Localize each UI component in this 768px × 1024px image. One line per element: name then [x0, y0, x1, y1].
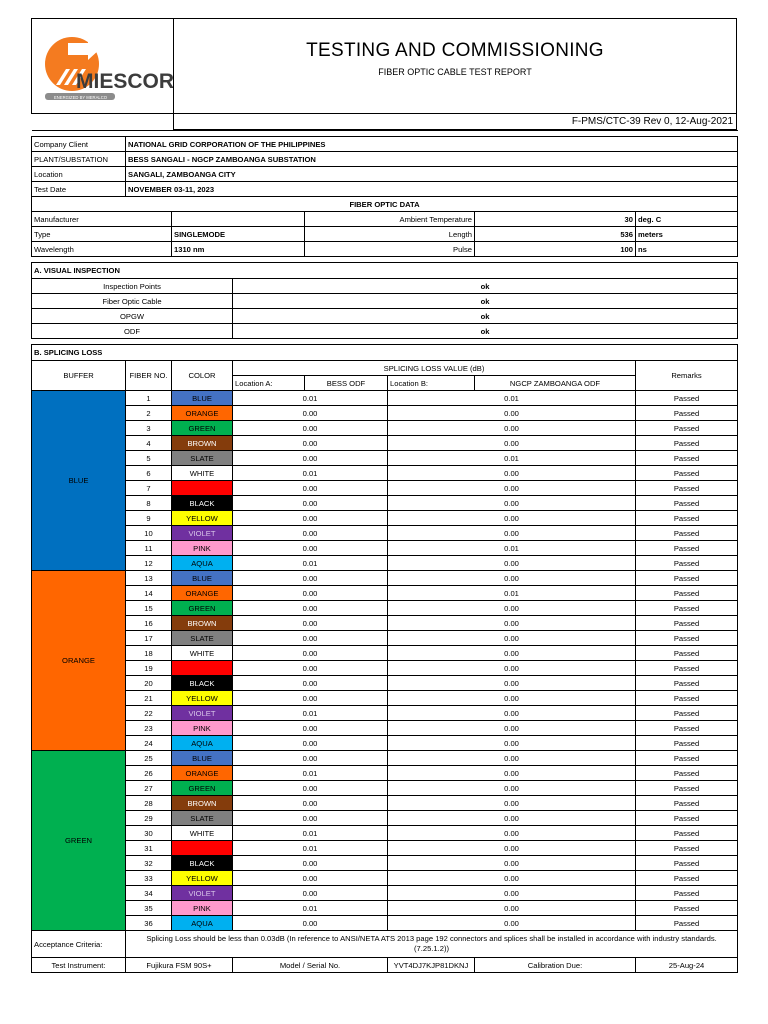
fiber-number-cell: 27	[126, 781, 172, 796]
fiber-row-type	[32, 227, 738, 242]
fiber-data-title: FIBER OPTIC DATA	[32, 197, 738, 212]
splicing-loss-a-cell: 0.01	[233, 826, 388, 841]
fiber-number-cell: 30	[126, 826, 172, 841]
fiber-number-cell: 18	[126, 646, 172, 661]
fiber-color-cell: PINK	[172, 541, 233, 556]
splicing-loss-a-cell: 0.00	[233, 526, 388, 541]
visual-inspection-title-row	[32, 263, 738, 279]
splicing-loss-a-cell: 0.00	[233, 736, 388, 751]
splicing-row	[32, 901, 738, 916]
fiber-number-cell: 31	[126, 841, 172, 856]
acceptance-criteria-text: Splicing Loss should be less than 0.03dB (In reference to ANSI/NETA ATS 2013 page 192 connectors and splices shall be installed in accordance with industry standards. (7.25.1.2))	[126, 931, 738, 958]
manufacturer-value	[172, 212, 305, 227]
plant-label: PLANT/SUBSTATION	[32, 152, 126, 167]
remarks-cell: Passed	[636, 706, 738, 721]
splicing-loss-b-cell: 0.00	[388, 691, 636, 706]
remarks-cell: Passed	[636, 481, 738, 496]
fiber-number-cell: 24	[126, 736, 172, 751]
splicing-row	[32, 886, 738, 901]
fiber-color-cell: PINK	[172, 901, 233, 916]
fiber-number-cell: 26	[126, 766, 172, 781]
splicing-row	[32, 511, 738, 526]
fiber-number-cell: 2	[126, 406, 172, 421]
fiber-number-cell: 3	[126, 421, 172, 436]
splicing-loss-b-cell: 0.00	[388, 736, 636, 751]
report-subtitle: FIBER OPTIC CABLE TEST REPORT	[378, 67, 532, 77]
visual-inspection-row	[32, 324, 738, 339]
splicing-loss-b-cell: 0.01	[388, 451, 636, 466]
serial-number-value: YVT4DJ7KJP81DKNJ	[388, 958, 475, 973]
test-instrument-label: Test Instrument:	[32, 958, 126, 973]
splicing-loss-a-cell: 0.00	[233, 661, 388, 676]
splicing-row	[32, 631, 738, 646]
splicing-loss-a-cell: 0.00	[233, 571, 388, 586]
splicing-loss-b-cell: 0.00	[388, 496, 636, 511]
fiber-number-cell: 8	[126, 496, 172, 511]
fiber-color-cell: AQUA	[172, 916, 233, 931]
fiber-color-cell: ORANGE	[172, 766, 233, 781]
remarks-cell: Passed	[636, 871, 738, 886]
fiber-row-wavelength	[32, 242, 738, 257]
buffer-header: BUFFER	[32, 361, 126, 391]
splicing-loss-a-cell: 0.00	[233, 406, 388, 421]
splicing-loss-b-cell: 0.00	[388, 466, 636, 481]
fiber-no-header: FIBER NO.	[126, 361, 172, 391]
fiber-color-cell: BROWN	[172, 796, 233, 811]
fiber-row-manufacturer	[32, 212, 738, 227]
report-header	[31, 18, 737, 114]
fiber-color-cell: RED	[172, 481, 233, 496]
splicing-loss-a-cell: 0.01	[233, 391, 388, 406]
splicing-header-row	[32, 361, 738, 376]
svg-text:ENERGIZED BY MERALCO: ENERGIZED BY MERALCO	[54, 95, 107, 100]
location-value: SANGALI, ZAMBOANGA CITY	[126, 167, 738, 182]
splicing-loss-a-cell: 0.01	[233, 841, 388, 856]
remarks-cell: Passed	[636, 391, 738, 406]
remarks-cell: Passed	[636, 406, 738, 421]
splicing-row	[32, 796, 738, 811]
info-row-plant	[32, 152, 738, 167]
fiber-color-cell: YELLOW	[172, 871, 233, 886]
splicing-loss-a-cell: 0.00	[233, 421, 388, 436]
fiber-color-cell: YELLOW	[172, 511, 233, 526]
remarks-cell: Passed	[636, 496, 738, 511]
length-label: Length	[305, 227, 475, 242]
report-table	[31, 130, 738, 973]
fiber-color-cell: GREEN	[172, 421, 233, 436]
splicing-loss-value-header: SPLICING LOSS VALUE (dB)	[233, 361, 636, 376]
splicing-loss-b-cell: 0.00	[388, 721, 636, 736]
splicing-loss-a-cell: 0.00	[233, 916, 388, 931]
remarks-cell: Passed	[636, 916, 738, 931]
splicing-loss-b-cell: 0.00	[388, 421, 636, 436]
fiber-data-title-row	[32, 197, 738, 212]
location-b-value: NGCP ZAMBOANGA ODF	[475, 376, 636, 391]
ambient-temperature-label: Ambient Temperature	[305, 212, 475, 227]
fiber-color-cell: PINK	[172, 721, 233, 736]
remarks-cell: Passed	[636, 646, 738, 661]
company-client-value: NATIONAL GRID CORPORATION OF THE PHILIPPINES	[126, 137, 738, 152]
splicing-loss-title: B. SPLICING LOSS	[32, 345, 738, 361]
splicing-loss-b-cell: 0.00	[388, 661, 636, 676]
fiber-number-cell: 20	[126, 676, 172, 691]
fiber-number-cell: 29	[126, 811, 172, 826]
splicing-row	[32, 571, 738, 586]
remarks-cell: Passed	[636, 811, 738, 826]
splicing-loss-a-cell: 0.00	[233, 481, 388, 496]
remarks-cell: Passed	[636, 571, 738, 586]
fiber-number-cell: 9	[126, 511, 172, 526]
info-row-location	[32, 167, 738, 182]
acceptance-criteria-label: Acceptance Criteria:	[32, 931, 126, 958]
splicing-loss-b-cell: 0.00	[388, 436, 636, 451]
fiber-color-cell: YELLOW	[172, 691, 233, 706]
visual-inspection-label: OPGW	[32, 309, 233, 324]
splicing-loss-b-cell: 0.00	[388, 871, 636, 886]
splicing-loss-b-cell: 0.00	[388, 856, 636, 871]
splicing-row	[32, 736, 738, 751]
fiber-number-cell: 25	[126, 751, 172, 766]
splicing-loss-b-cell: 0.00	[388, 481, 636, 496]
visual-inspection-value: ok	[233, 309, 738, 324]
remarks-cell: Passed	[636, 586, 738, 601]
fiber-color-cell: AQUA	[172, 556, 233, 571]
remarks-cell: Passed	[636, 781, 738, 796]
fiber-color-cell: VIOLET	[172, 886, 233, 901]
splicing-loss-a-cell: 0.00	[233, 646, 388, 661]
visual-inspection-row	[32, 279, 738, 294]
splicing-loss-a-cell: 0.00	[233, 856, 388, 871]
fiber-number-cell: 1	[126, 391, 172, 406]
splicing-loss-b-cell: 0.00	[388, 406, 636, 421]
wavelength-label: Wavelength	[32, 242, 172, 257]
remarks-cell: Passed	[636, 751, 738, 766]
fiber-color-cell: BLACK	[172, 496, 233, 511]
splicing-loss-a-cell: 0.00	[233, 451, 388, 466]
fiber-number-cell: 22	[126, 706, 172, 721]
splicing-row	[32, 841, 738, 856]
wavelength-value: 1310 nm	[172, 242, 305, 257]
splicing-loss-b-cell: 0.00	[388, 751, 636, 766]
company-client-label: Company Client	[32, 137, 126, 152]
splicing-loss-a-cell: 0.01	[233, 901, 388, 916]
remarks-cell: Passed	[636, 901, 738, 916]
fiber-color-cell: SLATE	[172, 631, 233, 646]
remarks-cell: Passed	[636, 766, 738, 781]
splicing-row	[32, 556, 738, 571]
fiber-color-cell: BROWN	[172, 436, 233, 451]
visual-inspection-row	[32, 294, 738, 309]
splicing-loss-b-cell: 0.01	[388, 586, 636, 601]
fiber-number-cell: 19	[126, 661, 172, 676]
splicing-row	[32, 526, 738, 541]
fiber-number-cell: 10	[126, 526, 172, 541]
splicing-loss-a-cell: 0.00	[233, 586, 388, 601]
splicing-loss-b-cell: 0.00	[388, 631, 636, 646]
splicing-row	[32, 871, 738, 886]
splicing-row	[32, 646, 738, 661]
splicing-row	[32, 601, 738, 616]
fiber-number-cell: 32	[126, 856, 172, 871]
splicing-loss-a-cell: 0.00	[233, 886, 388, 901]
splicing-row	[32, 721, 738, 736]
fiber-number-cell: 13	[126, 571, 172, 586]
splicing-loss-b-cell: 0.00	[388, 571, 636, 586]
splicing-loss-b-cell: 0.00	[388, 826, 636, 841]
splicing-row	[32, 916, 738, 931]
fiber-number-cell: 33	[126, 871, 172, 886]
fiber-color-cell: GREEN	[172, 781, 233, 796]
length-unit: meters	[636, 227, 738, 242]
splicing-loss-a-cell: 0.00	[233, 631, 388, 646]
ambient-temperature-value: 30	[475, 212, 636, 227]
remarks-cell: Passed	[636, 736, 738, 751]
splicing-loss-b-cell: 0.00	[388, 886, 636, 901]
fiber-number-cell: 34	[126, 886, 172, 901]
fiber-color-cell: BLUE	[172, 391, 233, 406]
splicing-loss-b-cell: 0.00	[388, 841, 636, 856]
visual-inspection-row	[32, 309, 738, 324]
remarks-cell: Passed	[636, 721, 738, 736]
fiber-number-cell: 36	[126, 916, 172, 931]
splicing-loss-a-cell: 0.00	[233, 436, 388, 451]
splicing-loss-b-cell: 0.00	[388, 781, 636, 796]
splicing-loss-title-row	[32, 345, 738, 361]
instrument-row	[32, 958, 738, 973]
splicing-loss-a-cell: 0.00	[233, 511, 388, 526]
splicing-loss-b-cell: 0.00	[388, 676, 636, 691]
fiber-number-cell: 35	[126, 901, 172, 916]
splicing-loss-b-cell: 0.00	[388, 646, 636, 661]
splicing-row	[32, 451, 738, 466]
splicing-loss-b-cell: 0.00	[388, 766, 636, 781]
buffer-cell: ORANGE	[32, 571, 126, 751]
fiber-color-cell: WHITE	[172, 826, 233, 841]
splicing-loss-b-cell: 0.00	[388, 556, 636, 571]
visual-inspection-value: ok	[233, 294, 738, 309]
splicing-loss-b-cell: 0.00	[388, 511, 636, 526]
fiber-color-cell: BLACK	[172, 856, 233, 871]
remarks-cell: Passed	[636, 886, 738, 901]
fiber-color-cell: RED	[172, 841, 233, 856]
fiber-number-cell: 6	[126, 466, 172, 481]
fiber-color-cell: ORANGE	[172, 406, 233, 421]
test-date-label: Test Date	[32, 182, 126, 197]
remarks-cell: Passed	[636, 601, 738, 616]
fiber-number-cell: 21	[126, 691, 172, 706]
fiber-number-cell: 7	[126, 481, 172, 496]
remarks-cell: Passed	[636, 631, 738, 646]
splicing-loss-a-cell: 0.01	[233, 706, 388, 721]
splicing-row	[32, 436, 738, 451]
visual-inspection-value: ok	[233, 324, 738, 339]
fiber-number-cell: 17	[126, 631, 172, 646]
location-b-label: Location B:	[388, 376, 475, 391]
location-a-label: Location A:	[233, 376, 305, 391]
remarks-cell: Passed	[636, 556, 738, 571]
remarks-cell: Passed	[636, 676, 738, 691]
splicing-row	[32, 541, 738, 556]
splicing-loss-b-cell: 0.00	[388, 901, 636, 916]
splicing-loss-b-cell: 0.00	[388, 916, 636, 931]
splicing-loss-a-cell: 0.01	[233, 766, 388, 781]
visual-inspection-label: ODF	[32, 324, 233, 339]
splicing-loss-a-cell: 0.00	[233, 871, 388, 886]
splicing-loss-b-cell: 0.01	[388, 541, 636, 556]
splicing-loss-a-cell: 0.00	[233, 796, 388, 811]
fiber-number-cell: 11	[126, 541, 172, 556]
remarks-cell: Passed	[636, 661, 738, 676]
splicing-loss-a-cell: 0.00	[233, 721, 388, 736]
fiber-color-cell: AQUA	[172, 736, 233, 751]
splicing-row	[32, 661, 738, 676]
location-a-value: BESS ODF	[305, 376, 388, 391]
buffer-cell: GREEN	[32, 751, 126, 931]
remarks-cell: Passed	[636, 796, 738, 811]
fiber-color-cell: WHITE	[172, 646, 233, 661]
splicing-loss-a-cell: 0.00	[233, 811, 388, 826]
remarks-cell: Passed	[636, 436, 738, 451]
splicing-row	[32, 751, 738, 766]
fiber-number-cell: 15	[126, 601, 172, 616]
remarks-cell: Passed	[636, 826, 738, 841]
fiber-color-cell: RED	[172, 661, 233, 676]
type-label: Type	[32, 227, 172, 242]
length-value: 536	[475, 227, 636, 242]
visual-inspection-label: Inspection Points	[32, 279, 233, 294]
calibration-due-label: Calibration Due:	[475, 958, 636, 973]
fiber-color-cell: BROWN	[172, 616, 233, 631]
splicing-row	[32, 856, 738, 871]
visual-inspection-value: ok	[233, 279, 738, 294]
fiber-number-cell: 16	[126, 616, 172, 631]
pulse-unit: ns	[636, 242, 738, 257]
splicing-loss-a-cell: 0.00	[233, 601, 388, 616]
miescor-logo-icon	[32, 19, 173, 113]
remarks-cell: Passed	[636, 841, 738, 856]
fiber-color-cell: BLUE	[172, 571, 233, 586]
fiber-color-cell: VIOLET	[172, 526, 233, 541]
splicing-row	[32, 676, 738, 691]
splicing-row	[32, 496, 738, 511]
info-row-company	[32, 137, 738, 152]
splicing-row	[32, 811, 738, 826]
fiber-color-cell: SLATE	[172, 451, 233, 466]
pulse-label: Pulse	[305, 242, 475, 257]
type-value: SINGLEMODE	[172, 227, 305, 242]
splicing-loss-b-cell: 0.00	[388, 526, 636, 541]
splicing-loss-a-cell: 0.01	[233, 556, 388, 571]
remarks-cell: Passed	[636, 616, 738, 631]
splicing-loss-a-cell: 0.00	[233, 496, 388, 511]
fiber-number-cell: 12	[126, 556, 172, 571]
remarks-cell: Passed	[636, 526, 738, 541]
test-report-sheet	[31, 18, 737, 973]
splicing-loss-a-cell: 0.00	[233, 616, 388, 631]
plant-value: BESS SANGALI - NGCP ZAMBOANGA SUBSTATION	[126, 152, 738, 167]
splicing-row	[32, 781, 738, 796]
splicing-loss-b-cell: 0.00	[388, 601, 636, 616]
fiber-color-cell: GREEN	[172, 601, 233, 616]
location-label: Location	[32, 167, 126, 182]
splicing-row	[32, 481, 738, 496]
remarks-cell: Passed	[636, 691, 738, 706]
color-header: COLOR	[172, 361, 233, 391]
svg-text:MIESCOR: MIESCOR	[76, 70, 173, 93]
fiber-color-cell: BLACK	[172, 676, 233, 691]
splicing-row	[32, 706, 738, 721]
company-logo	[32, 19, 174, 113]
splicing-row	[32, 826, 738, 841]
visual-inspection-title: A. VISUAL INSPECTION	[32, 263, 738, 279]
splicing-row	[32, 406, 738, 421]
document-reference: F-PMS/CTC-39 Rev 0, 12-Aug-2021	[173, 114, 737, 130]
remarks-header: Remarks	[636, 361, 738, 391]
splicing-loss-a-cell: 0.00	[233, 751, 388, 766]
fiber-number-cell: 5	[126, 451, 172, 466]
splicing-loss-a-cell: 0.01	[233, 466, 388, 481]
fiber-number-cell: 23	[126, 721, 172, 736]
manufacturer-label: Manufacturer	[32, 212, 172, 227]
splicing-row	[32, 616, 738, 631]
visual-inspection-label: Fiber Optic Cable	[32, 294, 233, 309]
remarks-cell: Passed	[636, 451, 738, 466]
fiber-color-cell: BLUE	[172, 751, 233, 766]
pulse-value: 100	[475, 242, 636, 257]
remarks-cell: Passed	[636, 421, 738, 436]
buffer-cell: BLUE	[32, 391, 126, 571]
splicing-row	[32, 466, 738, 481]
splicing-loss-a-cell: 0.00	[233, 781, 388, 796]
splicing-row	[32, 391, 738, 406]
splicing-loss-a-cell: 0.00	[233, 691, 388, 706]
splicing-row	[32, 586, 738, 601]
splicing-loss-b-cell: 0.00	[388, 616, 636, 631]
splicing-row	[32, 421, 738, 436]
fiber-color-cell: VIOLET	[172, 706, 233, 721]
splicing-loss-a-cell: 0.00	[233, 676, 388, 691]
splicing-row	[32, 691, 738, 706]
splicing-loss-b-cell: 0.00	[388, 796, 636, 811]
fiber-number-cell: 14	[126, 586, 172, 601]
fiber-color-cell: SLATE	[172, 811, 233, 826]
fiber-number-cell: 28	[126, 796, 172, 811]
ambient-temperature-unit: deg. C	[636, 212, 738, 227]
remarks-cell: Passed	[636, 541, 738, 556]
splicing-loss-b-cell: 0.01	[388, 391, 636, 406]
splicing-loss-b-cell: 0.00	[388, 811, 636, 826]
splicing-loss-b-cell: 0.00	[388, 706, 636, 721]
fiber-color-cell: WHITE	[172, 466, 233, 481]
fiber-number-cell: 4	[126, 436, 172, 451]
remarks-cell: Passed	[636, 511, 738, 526]
acceptance-criteria-row	[32, 931, 738, 958]
remarks-cell: Passed	[636, 466, 738, 481]
fiber-color-cell: ORANGE	[172, 586, 233, 601]
model-serial-label: Model / Serial No.	[233, 958, 388, 973]
test-instrument-value: Fujikura FSM 90S+	[126, 958, 233, 973]
splicing-row	[32, 766, 738, 781]
calibration-due-value: 25-Aug-24	[636, 958, 738, 973]
test-date-value: NOVEMBER 03-11, 2023	[126, 182, 738, 197]
report-title: TESTING AND COMMISSIONING	[306, 40, 604, 61]
info-row-test-date	[32, 182, 738, 197]
splicing-loss-a-cell: 0.00	[233, 541, 388, 556]
remarks-cell: Passed	[636, 856, 738, 871]
